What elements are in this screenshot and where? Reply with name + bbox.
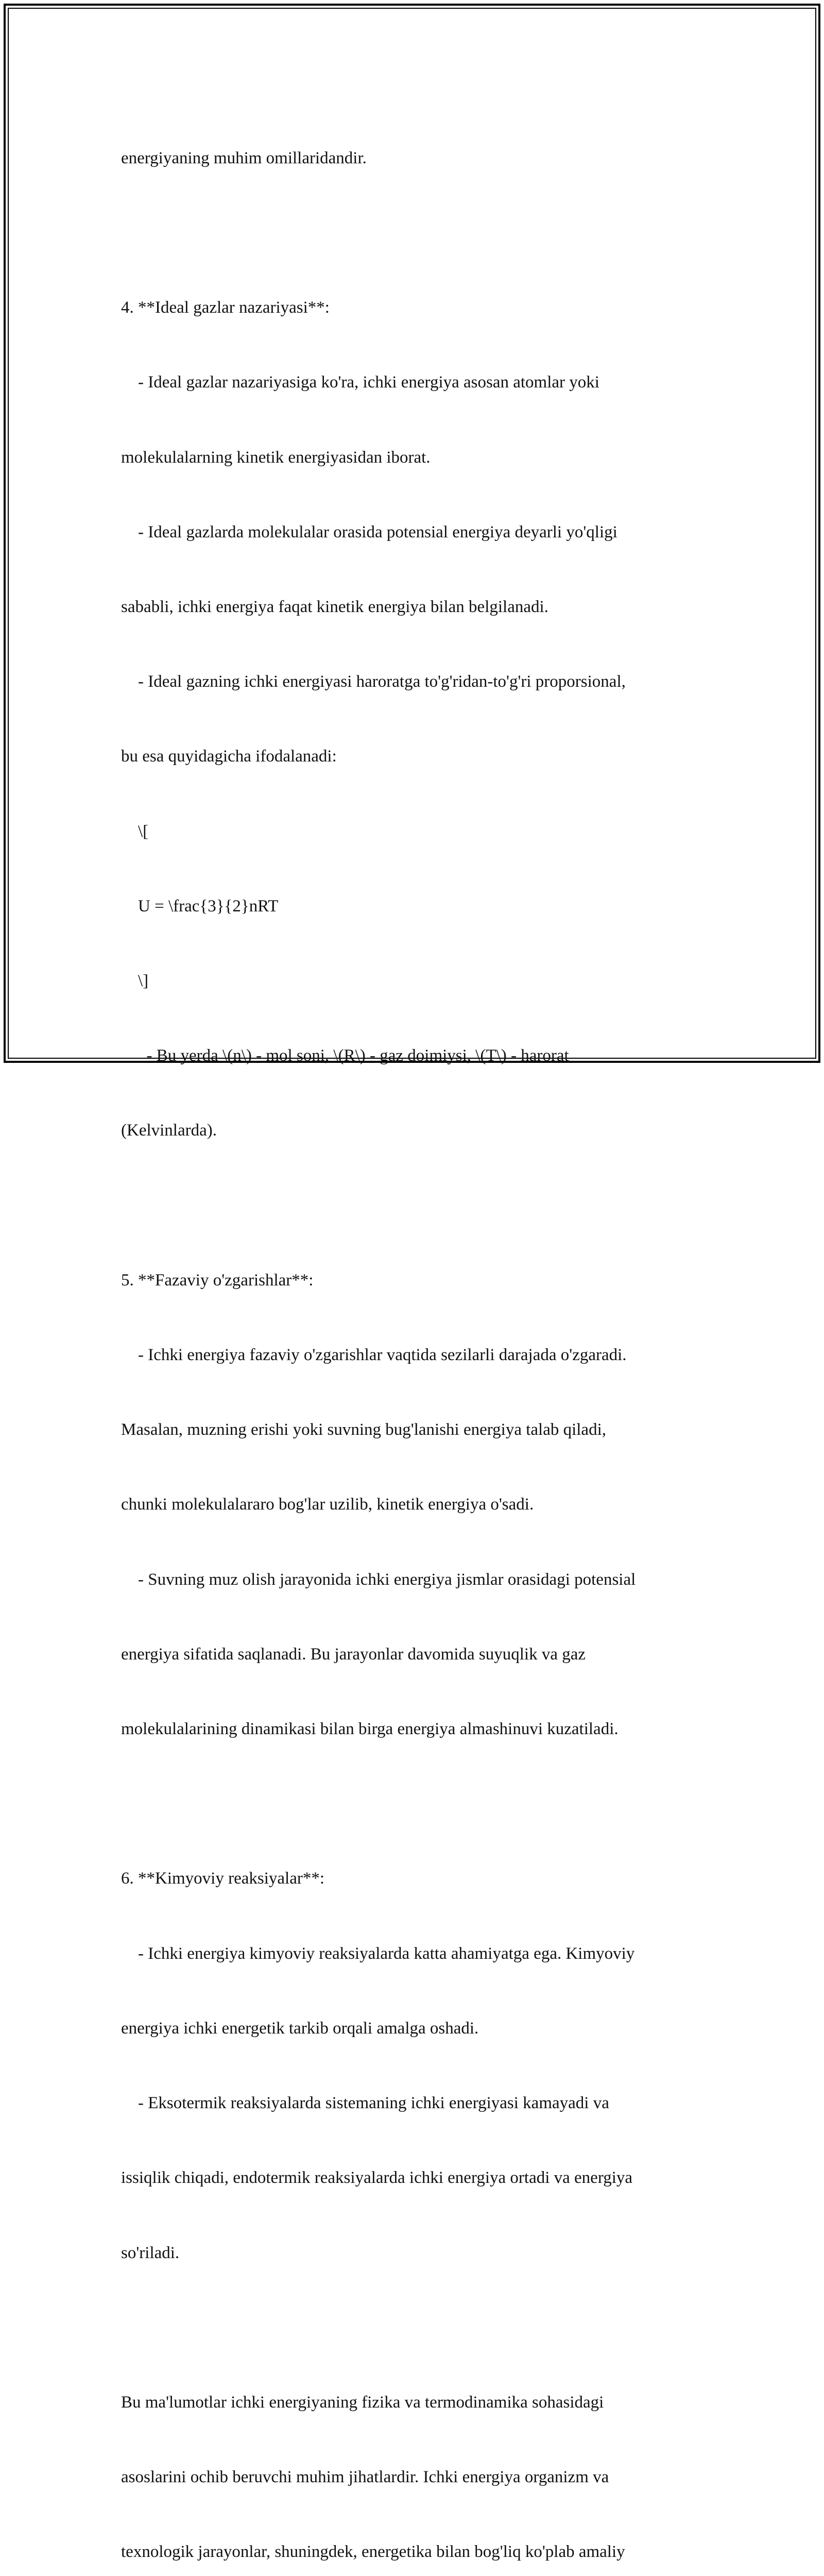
text-line: (Kelvinlarda). xyxy=(121,1121,217,1140)
conclusion-line: asoslarini ochib beruvchi muhim jihatlardir. Ichki energiya organizm va xyxy=(121,2468,609,2487)
blank-line xyxy=(121,1791,703,1816)
text-line: Masalan, muzning erishi yoki suvning bug'lanishi energiya talab qiladi, xyxy=(121,1420,606,1439)
blank-line xyxy=(121,221,703,245)
section-6-heading: 6. **Kimyoviy reaksiyalar**: xyxy=(121,1869,325,1888)
text-line: molekulalarning kinetik energiyasidan iborat. xyxy=(121,448,431,467)
text-line: - Bu yerda \(n\) - mol soni, \(R\) - gaz doimiysi, \(T\) - harorat xyxy=(121,1046,569,1065)
text-line: sababli, ichki energiya faqat kinetik energiya bilan belgilanadi. xyxy=(121,598,548,617)
text-line: chunki molekulalararo bog'lar uzilib, kinetik energiya o'sadi. xyxy=(121,1495,534,1514)
document-body xyxy=(121,96,703,2576)
text-line: energiya sifatida saqlanadi. Bu jarayonlar davomida suyuqlik va gaz xyxy=(121,1645,586,1664)
text-line: - Ideal gazning ichki energiyasi haroratga to'g'ridan-to'g'ri proporsional, xyxy=(121,672,626,691)
section-4-heading: 4. **Ideal gazlar nazariyasi**: xyxy=(121,298,330,317)
text-line: energiya ichki energetik tarkib orqali amalga oshadi. xyxy=(121,2019,479,2038)
section-5-heading: 5. **Fazaviy o'zgarishlar**: xyxy=(121,1270,314,1290)
text-line: - Ideal gazlar nazariyasiga ko'ra, ichki energiya asosan atomlar yoki xyxy=(121,373,599,392)
text-line: - Ideal gazlarda molekulalar orasida potensial energiya deyarli yo'qligi xyxy=(121,522,617,541)
text-line: energiyaning muhim omillaridandir. xyxy=(121,148,367,167)
text-line: so'riladi. xyxy=(121,2243,180,2262)
text-line: - Suvning muz olish jarayonida ichki energiya jismlar orasidagi potensial xyxy=(121,1570,636,1589)
blank-line xyxy=(121,2315,703,2340)
formula-open: \[ xyxy=(121,822,149,841)
text-line: bu esa quyidagicha ifodalanadi: xyxy=(121,747,337,766)
text-line: - Ichki energiya kimyoviy reaksiyalarda katta ahamiyatga ega. Kimyoviy xyxy=(121,1944,635,1963)
conclusion-line: texnologik jarayonlar, shuningdek, energetika bilan bog'liq ko'plab amaliy xyxy=(121,2543,625,2562)
formula-body: U = \frac{3}{2}nRT xyxy=(121,896,279,916)
conclusion-line: Bu ma'lumotlar ichki energiyaning fizika va termodinamika sohasidagi xyxy=(121,2393,604,2412)
text-line: issiqlik chiqadi, endotermik reaksiyalarda ichki energiya ortadi va energiya xyxy=(121,2168,633,2188)
text-line: molekulalarining dinamikasi bilan birga energiya almashinuvi kuzatiladi. xyxy=(121,1720,619,1739)
text-line: - Eksotermik reaksiyalarda sistemaning ichki energiyasi kamayadi va xyxy=(121,2094,609,2113)
blank-line xyxy=(121,1193,703,1218)
formula-close: \] xyxy=(121,972,149,991)
text-line: - Ichki energiya fazaviy o'zgarishlar vaqtida sezilarli darajada o'zgaradi. xyxy=(121,1346,627,1365)
